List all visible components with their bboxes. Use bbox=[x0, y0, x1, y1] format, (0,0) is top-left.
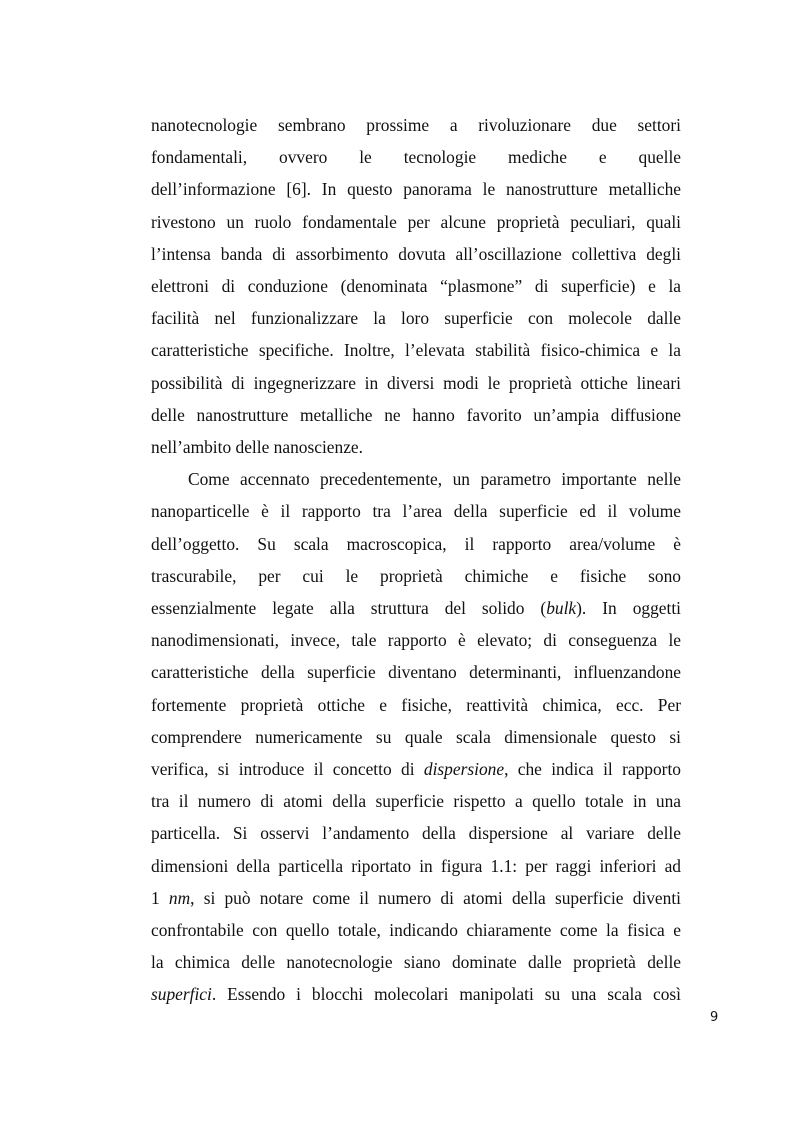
text-line bbox=[151, 592, 681, 624]
paragraph-continued bbox=[151, 109, 681, 463]
text-line: comprendere numericamente su quale scala dimensionale questo si bbox=[151, 726, 681, 747]
text-run: , si può notare come il numero di atomi della superficie diventi bbox=[190, 887, 681, 908]
text-line: trascurabile, per cui le proprietà chimiche e fisiche sono bbox=[151, 565, 681, 586]
text-line: dell’oggetto. Su scala macroscopica, il rapporto area/volume è bbox=[151, 533, 681, 554]
text-line: tra il numero di atomi della superficie rispetto a quello totale in una bbox=[151, 791, 681, 812]
text-line bbox=[151, 753, 681, 785]
text-run: essenzialmente legate alla struttura del solido ( bbox=[151, 598, 547, 619]
text-line: possibilità di ingegnerizzare in diversi modi le proprietà ottiche lineari bbox=[151, 372, 681, 393]
text-line: particella. Si osservi l’andamento della dispersione al variare delle bbox=[151, 823, 681, 844]
text-line: nanoparticelle è il rapporto tra l’area della superficie ed il volume bbox=[151, 501, 681, 522]
text-line: facilità nel funzionalizzare la loro superficie con molecole dalle bbox=[151, 308, 681, 329]
text-line: fortemente proprietà ottiche e fisiche, reattività chimica, ecc. Per bbox=[151, 694, 681, 715]
text-run: , che indica il rapporto bbox=[504, 759, 681, 780]
text-line: la chimica delle nanotecnologie siano dominate dalle proprietà delle bbox=[151, 952, 681, 973]
text-run: 1 bbox=[151, 887, 169, 908]
text-line: fondamentali, ovvero le tecnologie mediche e quelle bbox=[151, 147, 681, 168]
text-line bbox=[151, 978, 681, 1010]
italic-term-bulk: bulk bbox=[546, 598, 577, 619]
text-line: l’intensa banda di assorbimento dovuta all’oscillazione collettiva degli bbox=[151, 243, 681, 264]
text-run: ). In oggetti bbox=[576, 598, 681, 619]
italic-term-superfici: superfici bbox=[151, 984, 212, 1005]
text-line: rivestono un ruolo fondamentale per alcune proprietà peculiari, quali bbox=[151, 211, 681, 232]
text-line: confrontabile con quello totale, indicando chiaramente come la fisica e bbox=[151, 920, 681, 941]
text-line: Come accennato precedentemente, un parametro importante nelle bbox=[188, 469, 681, 490]
text-run: verifica, si introduce il concetto di bbox=[151, 759, 424, 780]
text-line: nanotecnologie sembrano prossime a rivoluzionare due settori bbox=[151, 115, 681, 135]
text-line: caratteristiche specifiche. Inoltre, l’elevata stabilità fisico-chimica e la bbox=[151, 340, 681, 361]
paragraph-dispersion bbox=[151, 463, 681, 1010]
italic-term-dispersione: dispersione bbox=[423, 759, 505, 780]
text-line: dimensioni della particella riportato in figura 1.1: per raggi inferiori ad bbox=[151, 855, 681, 876]
text-line: nell’ambito delle nanoscienze. bbox=[151, 437, 363, 458]
text-run: . Essendo i blocchi molecolari manipolati su una scala così bbox=[211, 984, 681, 1005]
text-line: elettroni di conduzione (denominata “plasmone” di superficie) e la bbox=[151, 276, 681, 297]
text-line: delle nanostrutture metalliche ne hanno favorito un’ampia diffusione bbox=[151, 404, 681, 425]
italic-unit-nm: nm bbox=[168, 887, 191, 908]
text-line bbox=[151, 882, 681, 914]
text-line: nanodimensionati, invece, tale rapporto è elevato; di conseguenza le bbox=[151, 630, 681, 651]
text-line: caratteristiche della superficie diventano determinanti, influenzandone bbox=[151, 662, 681, 683]
body-text bbox=[151, 109, 681, 1011]
text-line: dell’informazione [6]. In questo panorama le nanostrutture metalliche bbox=[151, 179, 681, 200]
page-number: 9 bbox=[710, 1010, 719, 1025]
